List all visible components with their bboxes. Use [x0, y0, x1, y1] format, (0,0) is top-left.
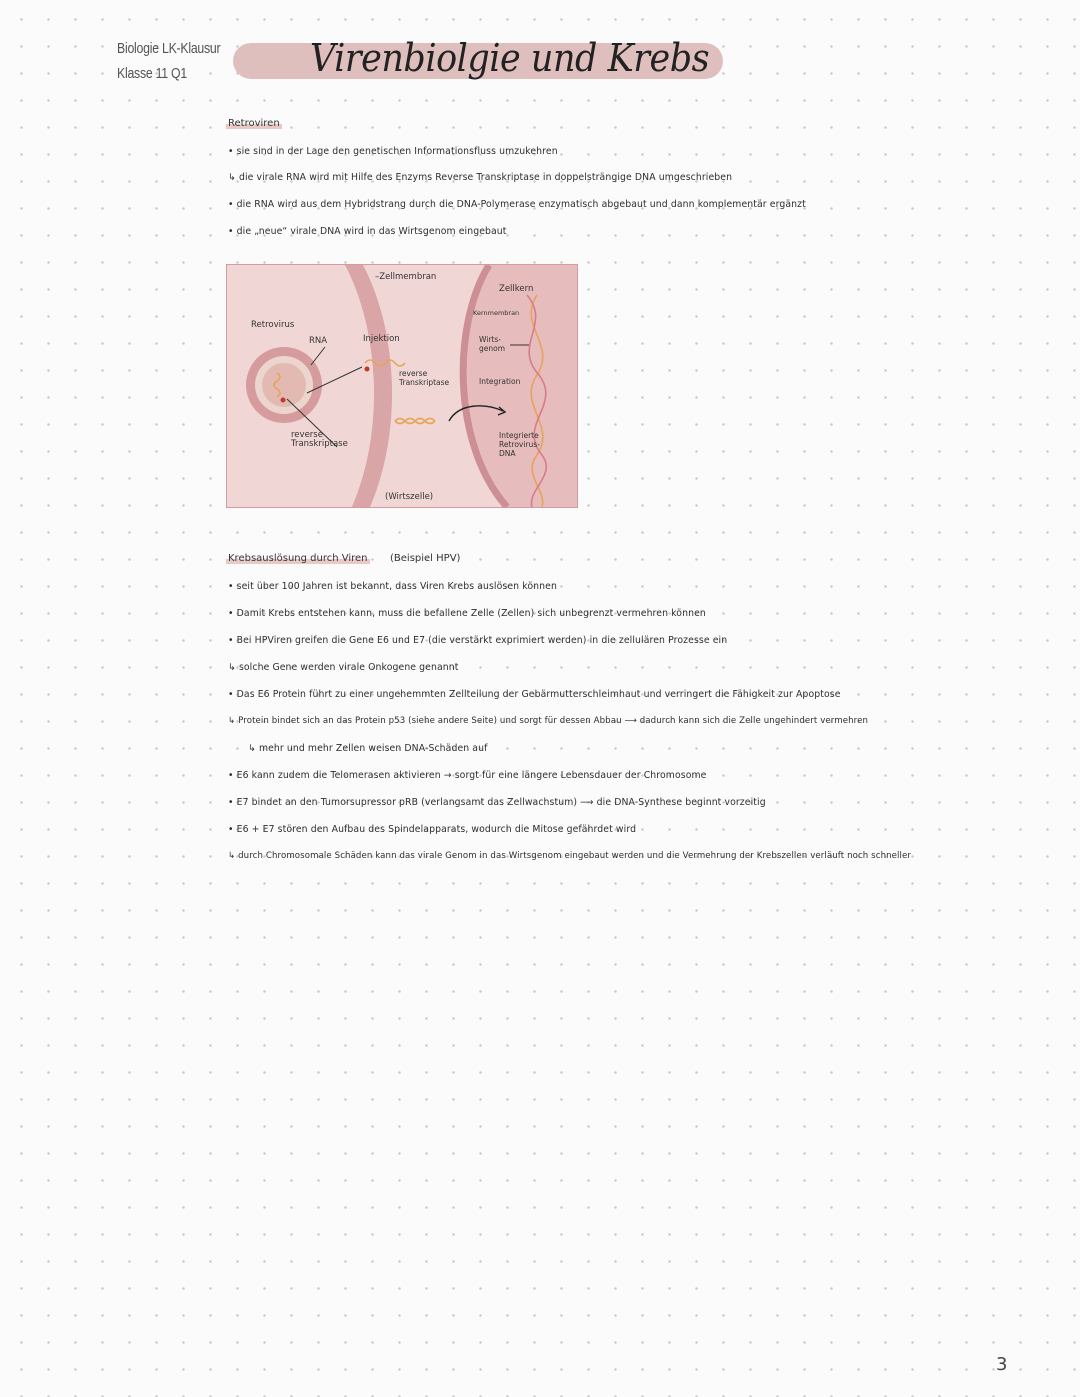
retroviren-heading: Retroviren [228, 118, 280, 129]
label-wirtsgenom: Wirts- genom [479, 335, 506, 353]
label-wirtszelle: (Wirtszelle) [385, 492, 434, 502]
krebs-line-5: • Das E6 Protein führt zu einer ungehemmten Zellteilung der Gebärmutterschleimhaut und verringert die Fähigkeit zur Apoptose [228, 689, 841, 700]
label-integrated-dna: Integrierte Retrovirus- DNA [499, 431, 540, 458]
page-title: Virenbiolgie und Krebs [310, 36, 710, 80]
krebs-line-6: ↳ Protein bindet sich an das Protein p53 (siehe andere Seite) und sorgt für dessen Abbau ⟶ dadurch kann sich die Zelle ungehindert vermehren [228, 716, 869, 726]
label-zellmembran: –Zellmembran [375, 272, 437, 282]
krebs-line-10: • E6 + E7 stören den Aufbau des Spindelapparats, wodurch die Mitose gefährdet wird [228, 824, 637, 835]
label-zellkern: Zellkern [499, 284, 534, 294]
page-number: 3 [996, 1354, 1008, 1375]
retro-line-3: • die RNA wird aus dem Hybridstrang durch die DNA-Polymerase enzymatisch abgebaut und dann komplementär ergänzt [228, 199, 806, 210]
krebs-line-8: • E6 kann zudem die Telomerasen aktivieren → sorgt für eine längere Lebensdauer der Chromosome [228, 770, 707, 781]
rt-enzyme-dot [281, 398, 286, 403]
krebs-heading: Krebsauslösung durch Viren [228, 553, 368, 564]
injected-rt-dot [365, 367, 370, 372]
label-retrovirus: Retrovirus [251, 320, 295, 330]
krebs-line-3: • Bei HPViren greifen die Gene E6 und E7 (die verstärkt exprimiert werden) in die zellulären Prozesse ein [228, 635, 728, 646]
label-rt-virus: reverse Transkriptase [291, 430, 348, 449]
retrovirus-diagram [226, 264, 578, 508]
retro-line-4: • die „neue“ virale DNA wird in das Wirtsgenom eingebaut [228, 226, 507, 237]
retro-line-1: • sie sind in der Lage den genetischen Informationsfluss umzukehren [228, 146, 558, 157]
krebs-line-2: • Damit Krebs entstehen kann, muss die befallene Zelle (Zellen) sich unbegrenzt vermehren können [228, 608, 706, 619]
label-kernmembran: Kernmembran [473, 309, 520, 317]
rna-pointer-line [311, 347, 325, 365]
exam-info [117, 36, 220, 86]
label-rna: RNA [309, 336, 328, 346]
cell-membrane [345, 265, 392, 507]
krebs-line-11: ↳ durch Chromosomale Schäden kann das virale Genom in das Wirtsgenom eingebaut werden und die Vermehrung der Krebszellen verläuft noch schneller [228, 851, 912, 861]
label-rt-injected: reverse Transkriptase [399, 369, 450, 387]
krebs-line-9: • E7 bindet an den Tumorsupressor pRB (verlangsamt das Zellwachstum) ⟶ die DNA-Synthese beginnt vorzeitig [228, 797, 766, 808]
label-integration: Integration [479, 377, 521, 386]
label-injektion: Injektion [363, 334, 400, 344]
krebs-line-4: ↳ solche Gene werden virale Onkogene genannt [228, 662, 459, 673]
krebs-line-7: ↳ mehr und mehr Zellen weisen DNA-Schäden auf [248, 743, 488, 754]
course-label: Biologie LK-Klausur [117, 40, 221, 57]
krebs-example: (Beispiel HPV) [390, 553, 461, 564]
retro-line-2: ↳ die virale RNA wird mit Hilfe des Enzyms Reverse Transkriptase in doppelsträngige DNA umgeschrieben [228, 172, 733, 183]
class-label: Klasse 11 Q1 [117, 65, 187, 82]
krebs-line-1: • seit über 100 Jahren ist bekannt, dass Viren Krebs auslösen können [228, 581, 557, 592]
